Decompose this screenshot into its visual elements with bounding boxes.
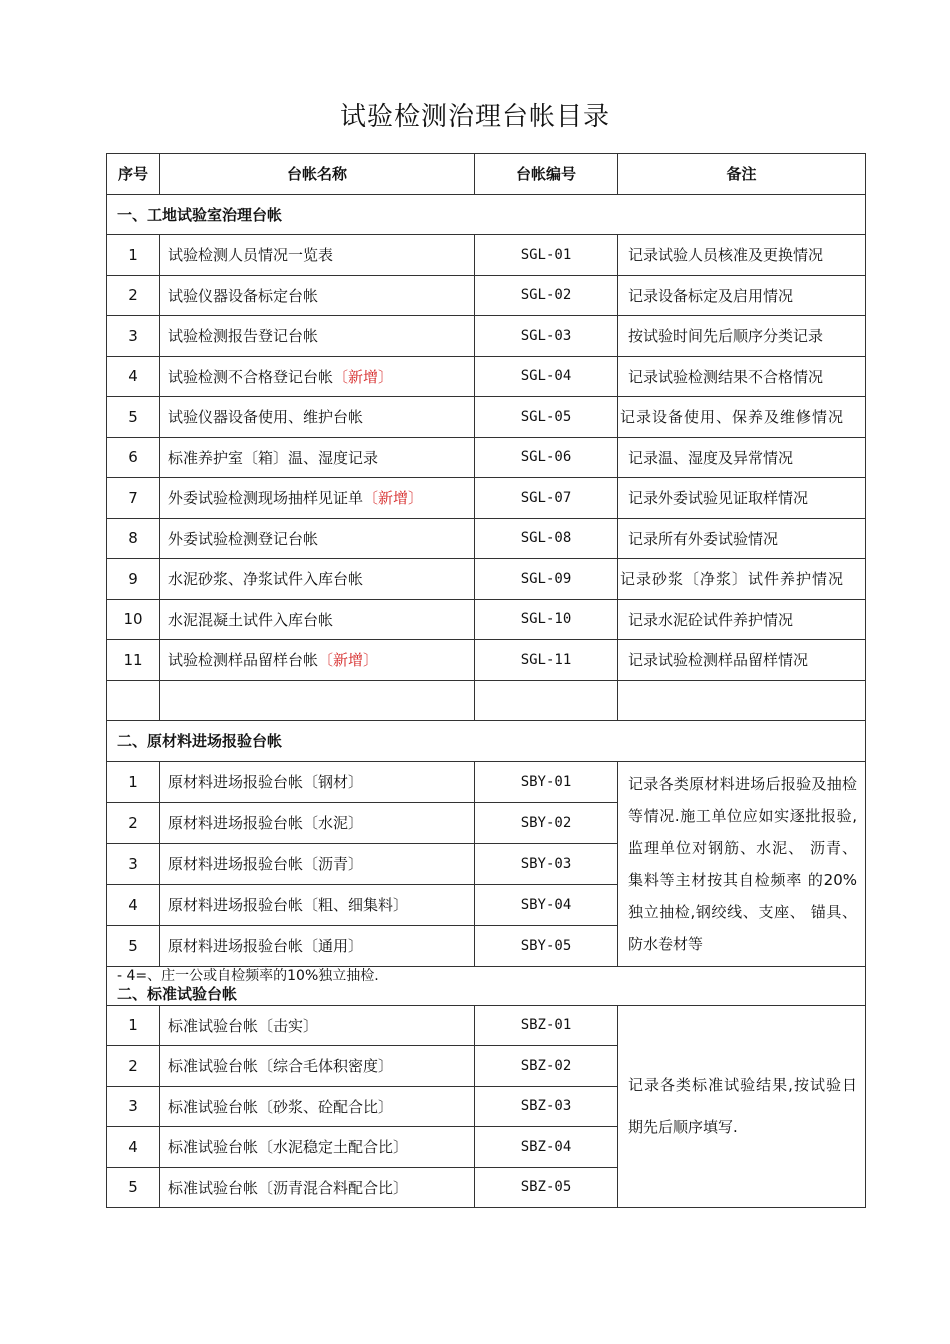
section-title: 一、工地试验室治理台帐	[107, 194, 866, 235]
ledger-code: SBY-05	[475, 925, 618, 966]
ledger-name	[160, 397, 475, 438]
ledger-name	[160, 235, 475, 276]
row-number: 2	[107, 802, 160, 843]
row-number: 5	[107, 1167, 160, 1208]
empty-cell	[475, 680, 618, 721]
ledger-name: 标准试验台帐〔沥青混合料配合比〕	[160, 1167, 475, 1208]
ledger-name: 标准试验台帐〔砂浆、砼配合比〕	[160, 1086, 475, 1127]
ledger-name	[160, 640, 475, 681]
section-title: 二、原材料进场报验台帐	[107, 721, 866, 762]
ledger-code: SBY-04	[475, 884, 618, 925]
ledger-name	[160, 437, 475, 478]
row-number: 1	[107, 1005, 160, 1046]
ledger-name-text: 试验检测报告登记台帐	[168, 327, 319, 346]
ledger-note: 记录设备标定及启用情况	[618, 275, 866, 316]
ledger-code: SBY-01	[475, 761, 618, 802]
row-number: 11	[107, 640, 160, 681]
ledger-code: SBZ-03	[475, 1086, 618, 1127]
row-number: 4	[107, 1127, 160, 1168]
ledger-code: SGL-09	[475, 559, 618, 600]
ledger-code: SBZ-04	[475, 1127, 618, 1168]
row-number: 3	[107, 843, 160, 884]
row-number: 3	[107, 316, 160, 357]
row-number: 9	[107, 559, 160, 600]
ledger-name: 标准试验台帐〔击实〕	[160, 1005, 475, 1046]
new-tag: 〔新增〕	[333, 367, 394, 386]
table-row	[107, 437, 866, 478]
ledger-code: SBZ-02	[475, 1046, 618, 1087]
ledger-code: SGL-07	[475, 478, 618, 519]
row-number: 7	[107, 478, 160, 519]
ledger-name-text: 试验仪器设备标定台帐	[168, 286, 319, 305]
ledger-name-text: 试验仪器设备使用、维护台帐	[168, 408, 364, 427]
section-header-row	[107, 721, 866, 762]
ledger-code: SBZ-01	[475, 1005, 618, 1046]
ledger-note: 记录外委试验见证取样情况	[618, 478, 866, 519]
header-no: 序号	[107, 154, 160, 195]
table-row	[107, 235, 866, 276]
ledger-table	[106, 153, 866, 1208]
overflow-text: - 4=、庄一公或自检频率的10%独立抽检.	[117, 967, 379, 984]
ledger-note: 记录砂浆〔净浆〕试件养护情况	[618, 559, 866, 600]
ledger-name-text: 外委试验检测登记台帐	[168, 529, 319, 548]
ledger-name	[160, 316, 475, 357]
new-tag: 〔新增〕	[318, 651, 379, 670]
overflow-cell	[107, 966, 866, 1005]
ledger-name	[160, 275, 475, 316]
merged-note: 记录各类标准试验结果,按试验日期先后顺序填写.	[618, 1005, 866, 1208]
ledger-name-text: 试验检测样品留样台帐	[168, 651, 319, 670]
ledger-code: SGL-05	[475, 397, 618, 438]
ledger-name	[160, 599, 475, 640]
ledger-code: SGL-06	[475, 437, 618, 478]
empty-cell	[107, 680, 160, 721]
ledger-code: SBY-03	[475, 843, 618, 884]
ledger-name-text: 外委试验检测现场抽样见证单	[168, 489, 364, 508]
row-number: 4	[107, 356, 160, 397]
ledger-name	[160, 559, 475, 600]
ledger-name-text: 水泥砂浆、净浆试件入库台帐	[168, 570, 364, 589]
row-number: 2	[107, 275, 160, 316]
ledger-note: 记录所有外委试验情况	[618, 518, 866, 559]
ledger-code: SGL-11	[475, 640, 618, 681]
merged-note: 记录各类原材料进场后报验及抽检等情况.施工单位应如实逐批报验,监理单位对钢筋、水泥、 沥青、集料等主材按其自检频率 的20%独立抽检,钢绞线、支座、 锚具、防水卷材等	[618, 761, 866, 966]
section-title: 二、标准试验台帐	[117, 984, 238, 1003]
header-row	[107, 154, 866, 195]
row-number: 6	[107, 437, 160, 478]
ledger-name: 原材料进场报验台帐〔水泥〕	[160, 802, 475, 843]
ledger-name	[160, 356, 475, 397]
ledger-note: 记录水泥砼试件养护情况	[618, 599, 866, 640]
row-number: 1	[107, 235, 160, 276]
empty-row	[107, 680, 866, 721]
ledger-name	[160, 478, 475, 519]
row-number: 5	[107, 925, 160, 966]
ledger-name: 原材料进场报验台帐〔钢材〕	[160, 761, 475, 802]
header-code: 台帐编号	[475, 154, 618, 195]
ledger-note: 记录温、湿度及异常情况	[618, 437, 866, 478]
table-row	[107, 518, 866, 559]
table-row	[107, 478, 866, 519]
table-row	[107, 356, 866, 397]
ledger-name	[160, 518, 475, 559]
section-header-row	[107, 194, 866, 235]
ledger-name-text: 试验检测人员情况一览表	[168, 246, 334, 265]
ledger-code: SGL-02	[475, 275, 618, 316]
row-number: 8	[107, 518, 160, 559]
ledger-name-text: 试验检测不合格登记台帐	[168, 367, 334, 386]
table-row	[107, 761, 866, 802]
ledger-name-text: 水泥混凝土试件入库台帐	[168, 610, 334, 629]
ledger-note: 记录设备使用、保养及维修情况	[618, 397, 866, 438]
ledger-code: SGL-03	[475, 316, 618, 357]
empty-cell	[160, 680, 475, 721]
ledger-name-text: 标准养护室〔箱〕温、湿度记录	[168, 448, 379, 467]
ledger-note: 记录试验人员核准及更换情况	[618, 235, 866, 276]
new-tag: 〔新增〕	[363, 489, 424, 508]
table-row	[107, 397, 866, 438]
ledger-code: SGL-01	[475, 235, 618, 276]
ledger-name: 原材料进场报验台帐〔粗、细集料〕	[160, 884, 475, 925]
row-number: 3	[107, 1086, 160, 1127]
row-number: 1	[107, 761, 160, 802]
ledger-name: 标准试验台帐〔水泥稳定土配合比〕	[160, 1127, 475, 1168]
table-row	[107, 559, 866, 600]
note-row	[107, 966, 866, 1005]
empty-cell	[618, 680, 866, 721]
ledger-code: SBZ-05	[475, 1167, 618, 1208]
row-number: 10	[107, 599, 160, 640]
table-row	[107, 316, 866, 357]
table-row	[107, 1005, 866, 1046]
row-number: 4	[107, 884, 160, 925]
ledger-code: SBY-02	[475, 802, 618, 843]
row-number: 2	[107, 1046, 160, 1087]
header-name: 台帐名称	[160, 154, 475, 195]
ledger-name: 标准试验台帐〔综合毛体积密度〕	[160, 1046, 475, 1087]
ledger-note: 记录试验检测结果不合格情况	[618, 356, 866, 397]
table-row	[107, 599, 866, 640]
ledger-code: SGL-10	[475, 599, 618, 640]
ledger-note: 记录试验检测样品留样情况	[618, 640, 866, 681]
ledger-name: 原材料进场报验台帐〔通用〕	[160, 925, 475, 966]
table-row	[107, 275, 866, 316]
ledger-code: SGL-04	[475, 356, 618, 397]
page-title: 试验检测治理台帐目录	[339, 102, 610, 132]
table-row	[107, 640, 866, 681]
header-note: 备注	[618, 154, 866, 195]
ledger-note: 按试验时间先后顺序分类记录	[618, 316, 866, 357]
ledger-name: 原材料进场报验台帐〔沥青〕	[160, 843, 475, 884]
ledger-code: SGL-08	[475, 518, 618, 559]
row-number: 5	[107, 397, 160, 438]
